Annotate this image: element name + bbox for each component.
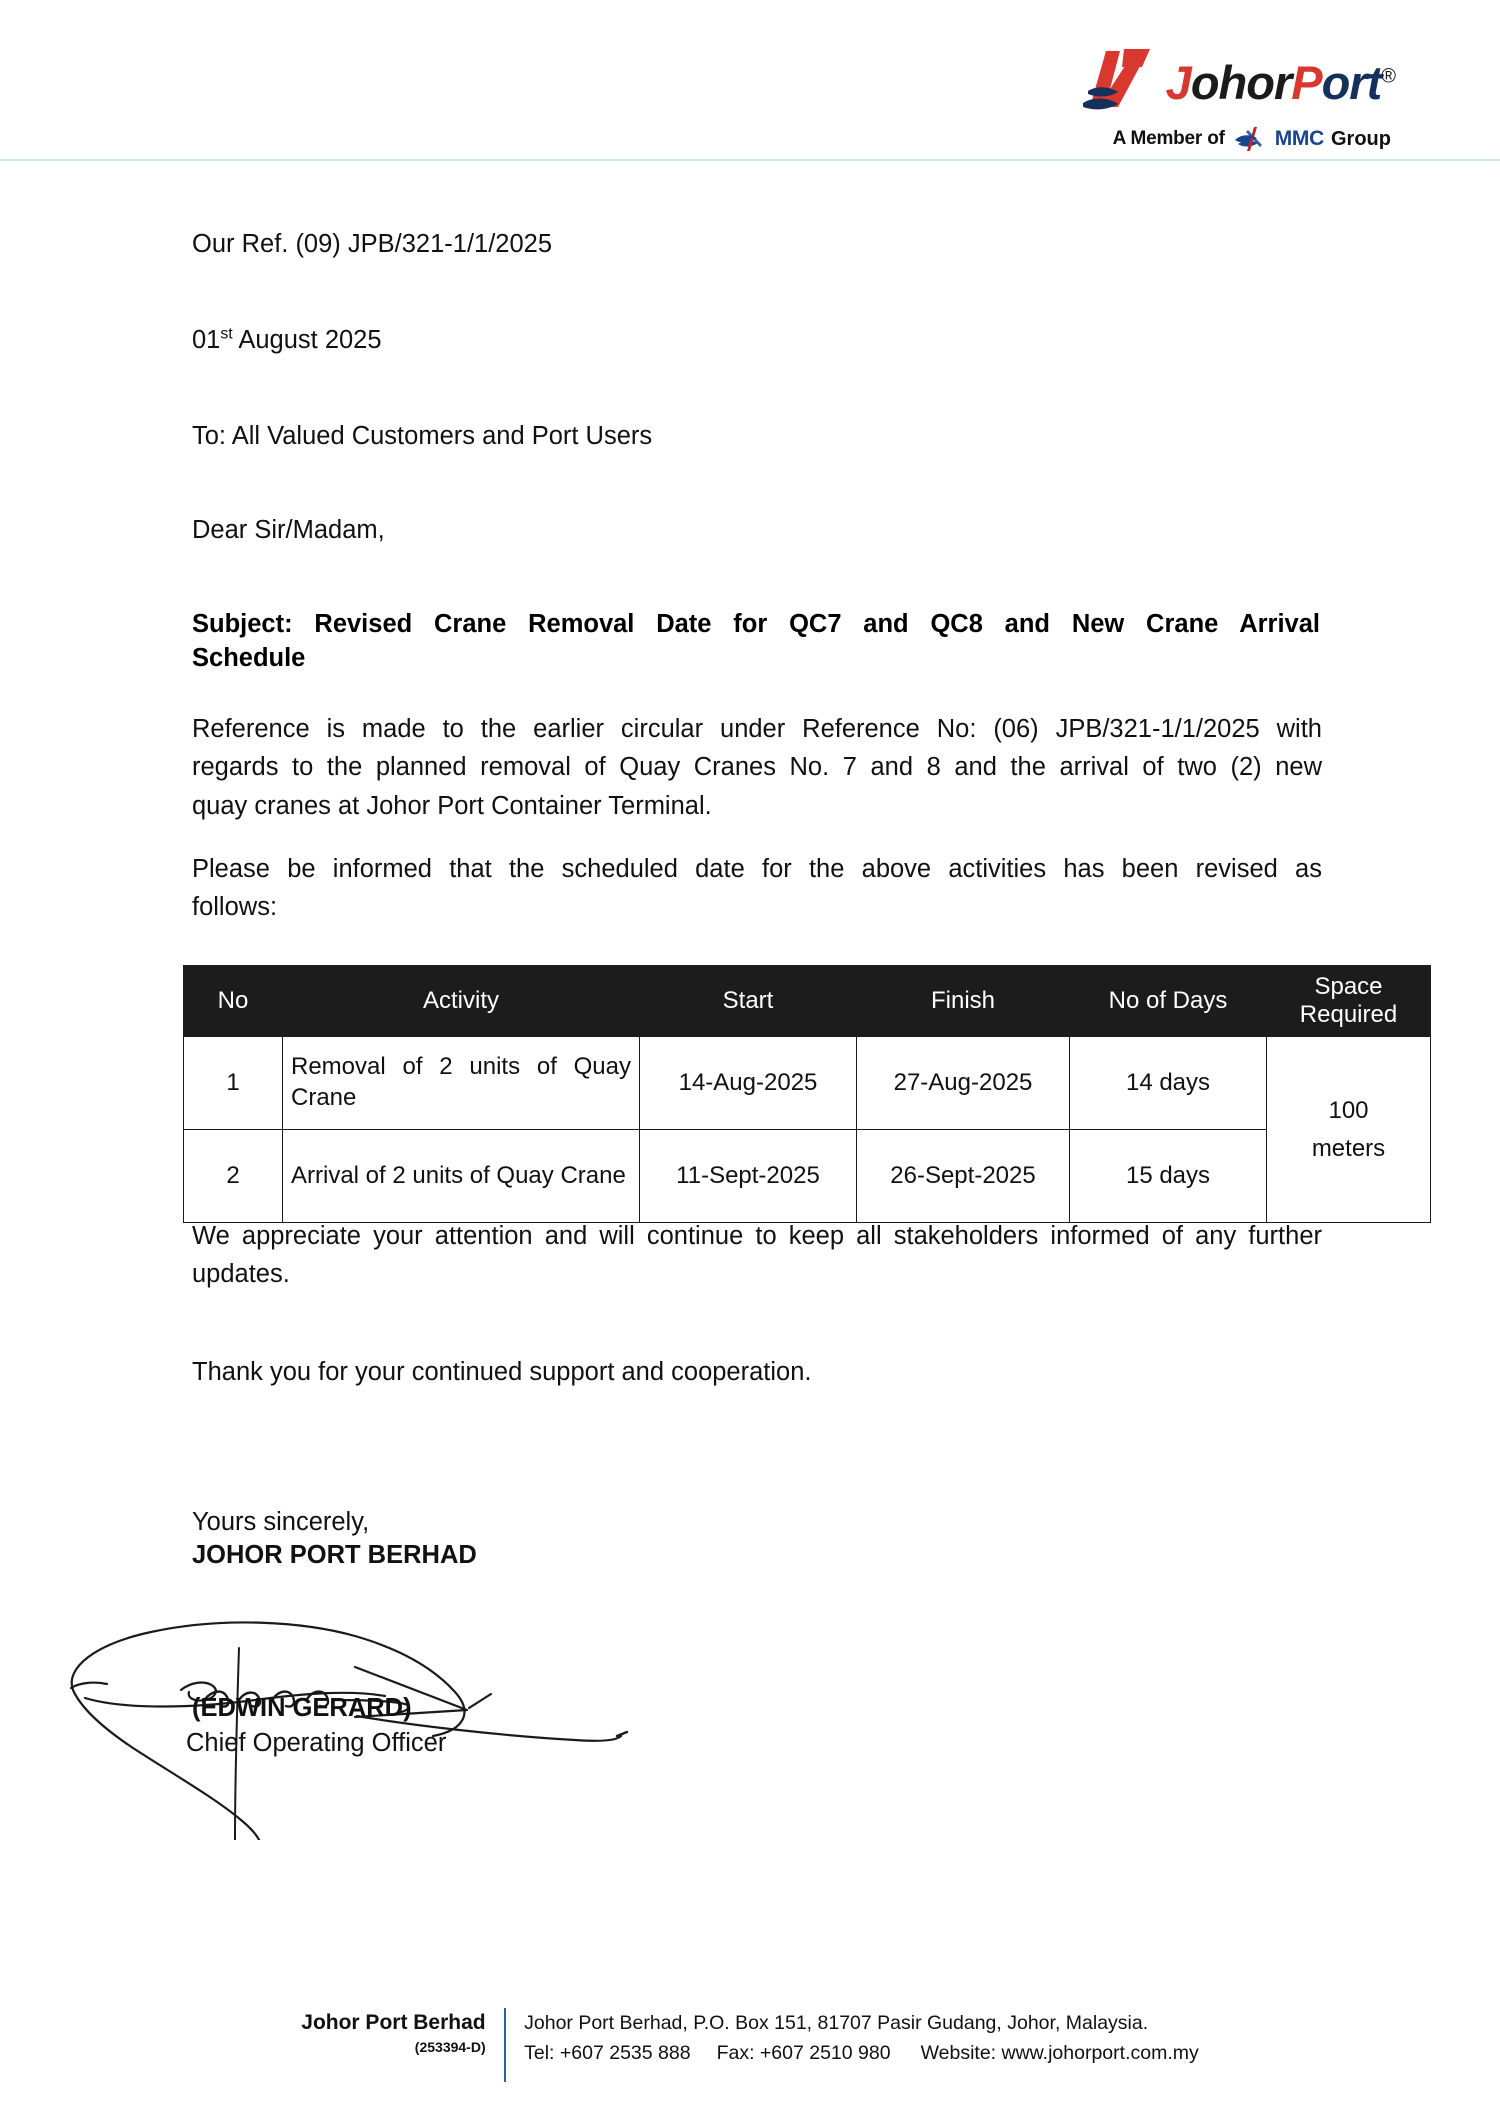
recipient-line: To: All Valued Customers and Port Users: [192, 422, 653, 450]
logo-letter-j: J: [1165, 55, 1191, 109]
registered-trademark-icon: ®: [1381, 64, 1395, 87]
space-required-merged-cell: [1267, 1037, 1431, 1223]
footer-registration-number: (253394-D): [414, 2039, 486, 2056]
paragraph-reference-line-2: regards to the planned removal of Quay Cranes No. 7 and 8 and the arrival of two (2) new: [192, 753, 1322, 782]
footer-inner: [301, 2008, 1198, 2082]
signature-company: JOHOR PORT BERHAD: [192, 1541, 477, 1569]
logo-letters-ohor: ohor: [1190, 55, 1292, 109]
table-row: [184, 1130, 1431, 1223]
space-required-unit: meters: [1311, 1134, 1386, 1162]
row-1-no: 1: [184, 1037, 283, 1130]
date-ordinal-suffix: st: [220, 325, 233, 343]
paragraph-appreciation-line-2: updates.: [192, 1260, 290, 1289]
handwritten-signature: [55, 1540, 735, 1840]
mmc-wordmark: MMC: [1274, 127, 1324, 150]
paragraph-reference: [192, 710, 1322, 825]
crane-schedule-table: [183, 965, 1431, 1223]
column-header-start: Start: [640, 966, 857, 1037]
row-2-finish: 26-Sept-2025: [857, 1130, 1070, 1223]
salutation: Dear Sir/Madam,: [192, 516, 385, 544]
signature-closing: Yours sincerely,: [192, 1508, 370, 1536]
paragraph-revision-line-1: Please be informed that the scheduled date for the above activities has been revised as: [192, 855, 1322, 883]
table-header: [184, 966, 1431, 1037]
column-header-activity: Activity: [283, 966, 640, 1037]
johorport-logo: [1080, 46, 1395, 152]
page-header: [0, 0, 1500, 165]
subject-heading: [192, 608, 1320, 675]
table-header-row: [184, 966, 1431, 1037]
row-2-start: 11-Sept-2025: [640, 1130, 857, 1223]
paragraph-revision-line-2: follows:: [192, 893, 278, 922]
signatory-title: Chief Operating Officer: [186, 1729, 447, 1757]
row-2-activity: Arrival of 2 units of Quay Crane: [283, 1130, 640, 1223]
member-of-label: A Member of: [1112, 128, 1225, 149]
footer-company-name: Johor Port Berhad: [301, 2011, 486, 2034]
row-2-no: 2: [184, 1130, 283, 1223]
paragraph-reference-line-1: Reference is made to the earlier circular under Reference No: (06) JPB/321-1/1/2025 with: [192, 715, 1322, 743]
closing-thanks: Thank you for your continued support and cooperation.: [192, 1358, 812, 1386]
logo-main-row: [1080, 46, 1395, 118]
row-1-start: 14-Aug-2025: [640, 1037, 857, 1130]
row-1-finish: 27-Aug-2025: [857, 1037, 1070, 1130]
paragraph-appreciation-line-1: We appreciate your attention and will continue to keep all stakeholders informed of any further: [192, 1222, 1322, 1250]
table-row: [184, 1037, 1431, 1130]
space-required-value: 100: [1328, 1097, 1369, 1125]
footer-tel: Tel: +607 2535 888: [524, 2042, 691, 2065]
column-header-space-required: [1267, 966, 1431, 1037]
footer-contacts: [524, 2038, 1199, 2068]
footer-website-label: Website:: [920, 2042, 997, 2065]
footer-divider: [504, 2008, 507, 2082]
member-of-mmc-group: [1113, 126, 1391, 152]
footer-website-url[interactable]: www.johorport.com.my: [1001, 2042, 1199, 2065]
paragraph-reference-line-3: quay cranes at Johor Port Container Terminal.: [192, 791, 712, 820]
reference-number: Our Ref. (09) JPB/321-1/1/2025: [192, 230, 553, 258]
letter-date: [192, 322, 382, 358]
column-header-no-of-days: No of Days: [1070, 966, 1267, 1037]
space-required-line-2: Required: [1299, 1001, 1398, 1028]
logo-letter-p: P: [1291, 55, 1322, 109]
subject-line-1: Subject: Revised Crane Removal Date for QC7 and QC8 and New Crane Arrival: [192, 610, 1320, 638]
table-body: [184, 1037, 1431, 1223]
group-label: Group: [1331, 127, 1391, 150]
johorport-logo-mark-icon: [1080, 45, 1158, 119]
subject-line-2: Schedule: [192, 643, 306, 672]
mmc-star-icon: [1234, 126, 1268, 152]
column-header-finish: Finish: [857, 966, 1070, 1037]
date-month-year: August 2025: [232, 326, 382, 354]
footer-address: Johor Port Berhad, P.O. Box 151, 81707 Pasir Gudang, Johor, Malaysia.: [524, 2012, 1149, 2034]
johorport-wordmark: [1165, 55, 1395, 109]
row-1-activity: Removal of 2 units of Quay Crane: [283, 1037, 640, 1130]
row-1-days: 14 days: [1070, 1037, 1267, 1130]
footer-company-block: [301, 2008, 503, 2082]
header-divider-rule: [0, 159, 1500, 161]
date-day: 01: [192, 326, 221, 354]
paragraph-revision-notice: [192, 850, 1322, 927]
footer-contact-block: [524, 2008, 1199, 2082]
signatory-name: (EDWIN GERARD): [192, 1694, 412, 1722]
space-required-line-1: Space: [1314, 972, 1383, 1000]
logo-letters-ort: ort: [1321, 55, 1382, 109]
page-footer: [0, 2008, 1500, 2082]
column-header-no: No: [184, 966, 283, 1037]
signature-block: [192, 1508, 477, 1570]
footer-fax: Fax: +607 2510 980: [716, 2042, 891, 2065]
row-2-days: 15 days: [1070, 1130, 1267, 1223]
paragraph-appreciation: [192, 1217, 1322, 1294]
